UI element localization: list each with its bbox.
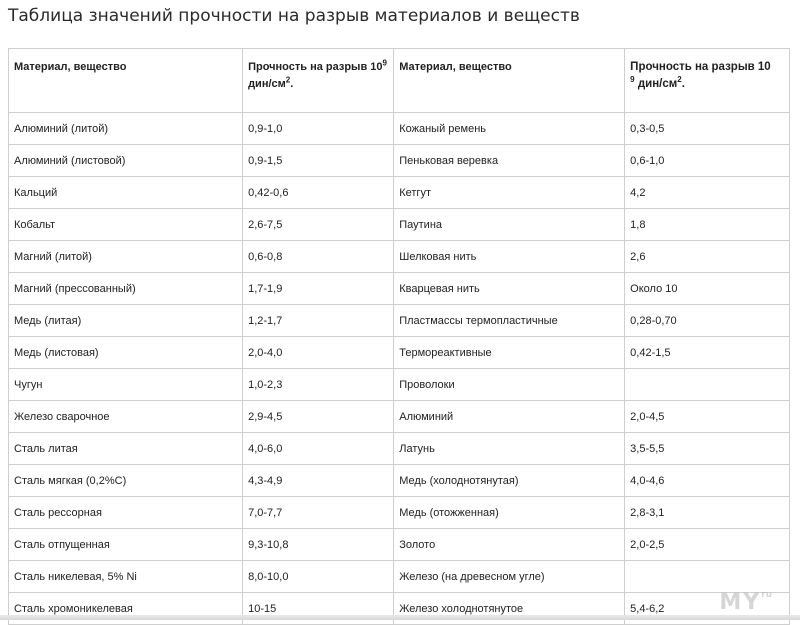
table-row [9, 177, 790, 209]
material-cell: Пеньковая веревка [394, 145, 625, 177]
strength-cell: 5,4-6,2 [625, 593, 790, 625]
watermark-logo: $MY^{ru}$ [719, 590, 772, 615]
strength-cell: 10-15 [243, 593, 394, 625]
table-row [9, 529, 790, 561]
strength-cell: 9,3-10,8 [243, 529, 394, 561]
strength-cell: 0,9-1,5 [243, 145, 394, 177]
table-row [9, 465, 790, 497]
table-row [9, 113, 790, 145]
material-cell: Медь (листовая) [9, 337, 243, 369]
strength-cell [625, 561, 790, 593]
material-cell: Сталь отпущенная [9, 529, 243, 561]
material-cell: Проволоки [394, 369, 625, 401]
strength-cell: 1,8 [625, 209, 790, 241]
strength-cell [625, 369, 790, 401]
table-row [9, 497, 790, 529]
material-cell: Медь (отожженная) [394, 497, 625, 529]
table-row [9, 561, 790, 593]
table-row [9, 433, 790, 465]
strength-cell: 2,8-3,1 [625, 497, 790, 529]
table-row [9, 369, 790, 401]
strength-cell: 1,0-2,3 [243, 369, 394, 401]
material-cell: Алюминий (литой) [9, 113, 243, 145]
strength-cell: 7,0-7,7 [243, 497, 394, 529]
strength-cell: 8,0-10,0 [243, 561, 394, 593]
strength-cell: 4,2 [625, 177, 790, 209]
strength-cell: 0,9-1,0 [243, 113, 394, 145]
table-row [9, 305, 790, 337]
strength-cell: 0,42-1,5 [625, 337, 790, 369]
material-cell: Шелковая нить [394, 241, 625, 273]
material-cell: Кожаный ремень [394, 113, 625, 145]
strength-cell: 2,0-4,0 [243, 337, 394, 369]
material-cell: Кобальт [9, 209, 243, 241]
material-cell: Магний (прессованный) [9, 273, 243, 305]
strength-cell: 0,28-0,70 [625, 305, 790, 337]
material-cell: Алюминий [394, 401, 625, 433]
material-cell: Алюминий (листовой) [9, 145, 243, 177]
table-row [9, 337, 790, 369]
header-strength-2: Прочность на разрыв 10 $^9$ дин/$см^2$. [625, 49, 790, 113]
strength-cell: 0,6-1,0 [625, 145, 790, 177]
material-cell: Сталь литая [9, 433, 243, 465]
strength-cell: 2,6-7,5 [243, 209, 394, 241]
strength-cell: 2,9-4,5 [243, 401, 394, 433]
table-row [9, 241, 790, 273]
strength-cell: 4,3-4,9 [243, 465, 394, 497]
table-header-row [9, 49, 790, 113]
strength-cell: 3,5-5,5 [625, 433, 790, 465]
material-cell: Сталь рессорная [9, 497, 243, 529]
strength-cell: 2,0-4,5 [625, 401, 790, 433]
strength-cell: 0,6-0,8 [243, 241, 394, 273]
strength-table [8, 48, 790, 625]
strength-cell: Около 10 [625, 273, 790, 305]
material-cell: Медь (литая) [9, 305, 243, 337]
material-cell: Пластмассы термопластичные [394, 305, 625, 337]
material-cell: Железо сварочное [9, 401, 243, 433]
header-material-2: Материал, вещество [394, 49, 625, 113]
material-cell: Кетгут [394, 177, 625, 209]
strength-cell: 0,3-0,5 [625, 113, 790, 145]
strength-cell: 1,7-1,9 [243, 273, 394, 305]
material-cell: Золото [394, 529, 625, 561]
table-row [9, 209, 790, 241]
strength-cell: 1,2-1,7 [243, 305, 394, 337]
table-row [9, 145, 790, 177]
strength-cell: 0,42-0,6 [243, 177, 394, 209]
scroll-edge [0, 615, 800, 620]
material-cell: Сталь хромоникелевая [9, 593, 243, 625]
header-material-1: Материал, вещество [9, 49, 243, 113]
table-row [9, 273, 790, 305]
material-cell: Кальций [9, 177, 243, 209]
page-title: Таблица значений прочности на разрыв материалов и веществ [8, 6, 580, 26]
header-strength-1: Прочность на разрыв $10^9$ дин/$см^2$. [243, 49, 394, 113]
material-cell: Чугун [9, 369, 243, 401]
material-cell: Кварцевая нить [394, 273, 625, 305]
table-row [9, 401, 790, 433]
material-cell: Латунь [394, 433, 625, 465]
strength-cell: 4,0-4,6 [625, 465, 790, 497]
material-cell: Магний (литой) [9, 241, 243, 273]
strength-cell: 2,6 [625, 241, 790, 273]
strength-cell: 2,0-2,5 [625, 529, 790, 561]
material-cell: Сталь мягкая (0,2%С) [9, 465, 243, 497]
material-cell: Термореактивные [394, 337, 625, 369]
material-cell: Железо (на древесном угле) [394, 561, 625, 593]
strength-cell: 4,0-6,0 [243, 433, 394, 465]
material-cell: Медь (холоднотянутая) [394, 465, 625, 497]
material-cell: Железо холоднотянутое [394, 593, 625, 625]
material-cell: Сталь никелевая, 5% Ni [9, 561, 243, 593]
material-cell: Паутина [394, 209, 625, 241]
table-body [9, 113, 790, 625]
